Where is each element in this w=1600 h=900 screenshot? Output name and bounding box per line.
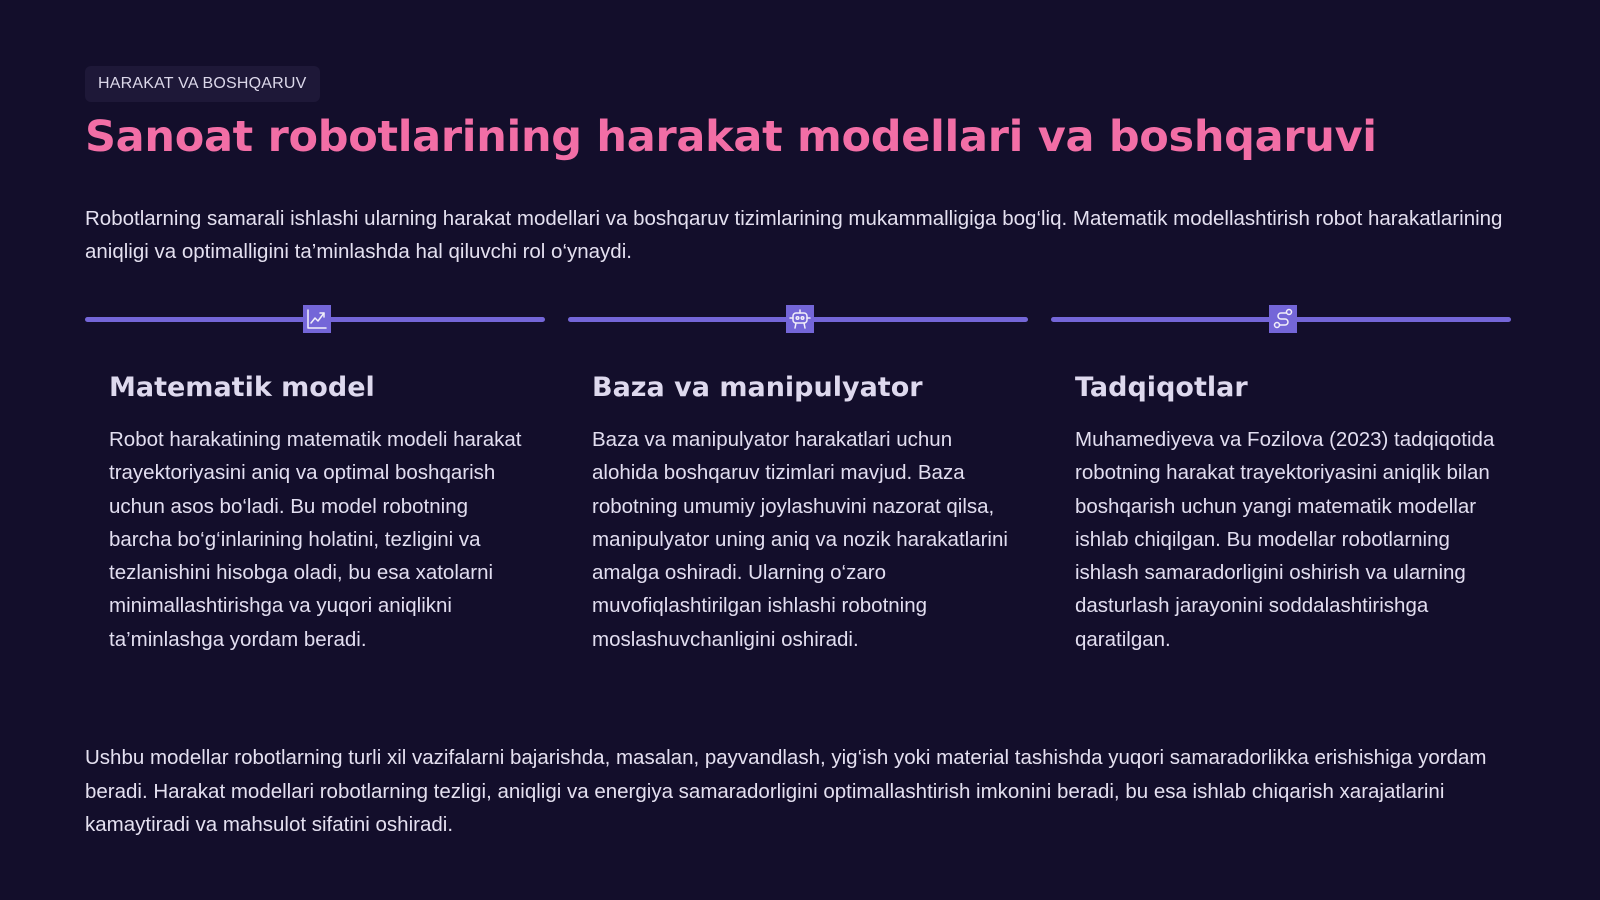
- column-matematik-model: [109, 372, 529, 656]
- column-title: Baza va manipulyator: [592, 372, 923, 403]
- route-icon: [1269, 305, 1297, 333]
- column-baza-manipulyator: [592, 372, 1012, 656]
- column-text: Baza va manipulyator harakatlari uchun alohida boshqaruv tizimlari mavjud. Baza robotning umumiy joylashuvini nazorat qilsa, manipulyator uning aniq va nozik harakatlarini amalga oshiradi. Ularning o‘zaro muvofiqlashtirilgan ishlashi robotning moslashuvchanligini oshiradi.: [592, 428, 1008, 651]
- page-title: Sanoat robotlarining harakat modellari va boshqaruvi: [85, 112, 1377, 162]
- intro-paragraph: Robotlarning samarali ishlashi ularning harakat modellari va boshqaruv tizimlarining mukammalligiga bog‘liq. Matematik modellashtirish robot harakatlarining aniqligi va optimalligini ta’minlashda hal qiluvchi rol o‘ynaydi.: [85, 207, 1503, 263]
- column-title: Tadqiqotlar: [1075, 372, 1248, 403]
- column-title: Matematik model: [109, 372, 375, 403]
- section-badge: HARAKAT VA BOSHQARUV: [85, 66, 320, 102]
- column-tadqiqotlar: [1075, 372, 1495, 656]
- column-text: Robot harakatining matematik modeli harakat trayektoriyasini aniq va optimal boshqarish uchun asos bo‘ladi. Bu model robotning barcha bo‘g‘inlarining holatini, tezligini va tezlanishini hisobga oladi, bu esa xatolarni minimallashtirishga va yuqori aniqlikni ta’minlashga yordam beradi.: [109, 428, 522, 651]
- chart-line-icon: [303, 305, 331, 333]
- robot-icon: [786, 305, 814, 333]
- column-text: Muhamediyeva va Fozilova (2023) tadqiqotida robotning harakat trayektoriyasini aniqlik bilan boshqarish uchun yangi matematik modellar ishlab chiqilgan. Bu modellar robotlarning ishlash samaradorligini oshirish va ularning dasturlash jarayonini soddalashtirishga qaratilgan.: [1075, 428, 1495, 651]
- outro-paragraph: Ushbu modellar robotlarning turli xil vazifalarni bajarishda, masalan, payvandlash, yig‘ish yoki material tashishda yuqori samaradorlikka erishishiga yordam beradi. Harakat modellari robotlarning tezligi, aniqligi va energiya samaradorligini optimallashtirish imkonini beradi, bu esa ishlab chiqarish xarajatlarini kamaytiradi va mahsulot sifatini oshiradi.: [85, 746, 1487, 836]
